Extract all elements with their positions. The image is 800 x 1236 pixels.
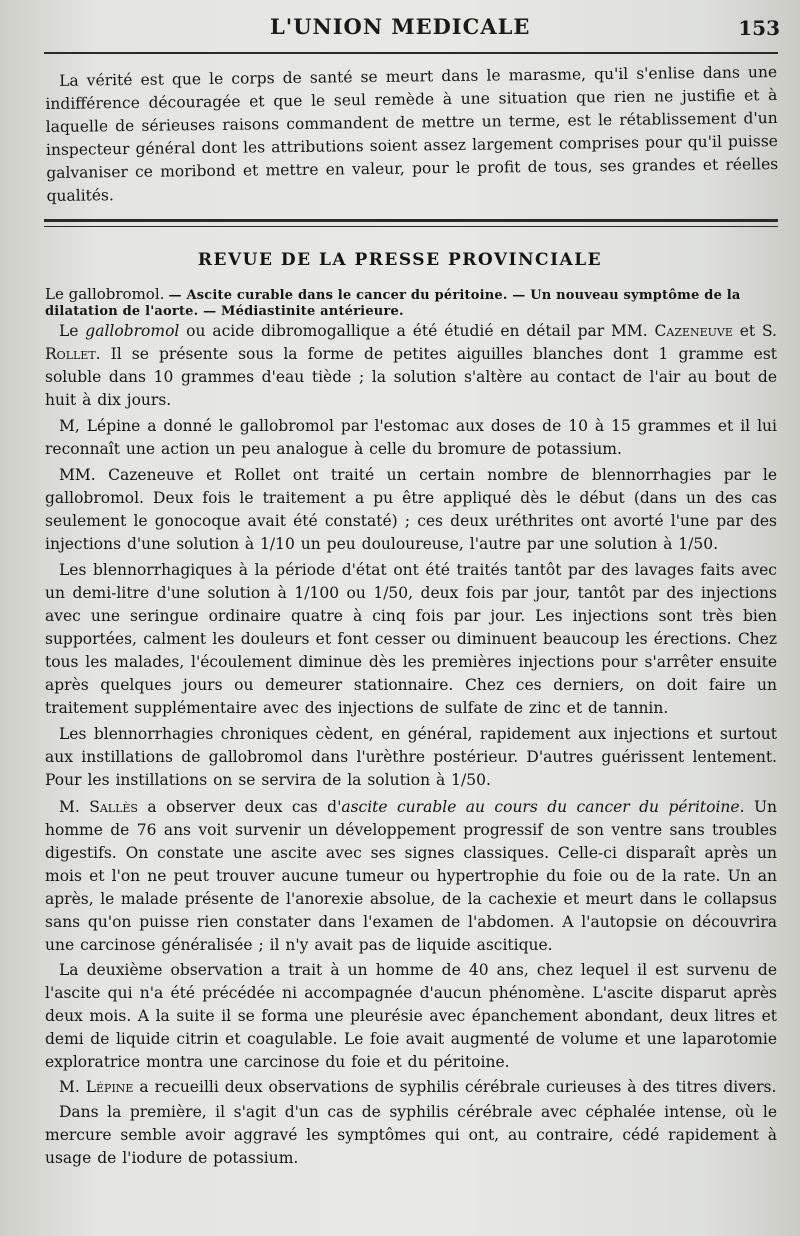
author-name: Lépine [85,1078,134,1096]
intro-paragraph-block [45,61,779,208]
subtitle-lead: Le gallobromol. [45,285,165,303]
author-name: Sallès [89,798,138,816]
emphasis-term: ascite curable au cours du cancer du péritoine [341,798,740,816]
paragraph-gallobromol-intro [45,320,777,412]
paragraph-lepine-syphilis [45,1076,777,1099]
author-name: S. Rollet [45,322,777,363]
text-run: . Il se présente sous la forme de petites aiguilles blanches dont 1 gramme est soluble dans 10 grammes d'eau tiède ; la solution s'altère au contact de l'air au bout de huit à dix jours. [45,345,777,409]
article-body-gallobromol [45,320,777,795]
intro-paragraph: La vérité est que le corps de santé se meurt dans le marasme, qu'il s'enlise dans une indifférence découragée et que le seul remède à une situation que rien ne justifie et à laquelle de sérieuses raisons commandent de mettre un terme, est le rétablissement d'un inspecteur général dont les attributions soient assez largement comprises pour qu'il puisse galvaniser ce moribond et mettre en valeur, pour le profit de tous, ses grandes et réelles qualités. [45,63,779,205]
text-run: ou acide dibromogallique a été étudié en détail par MM. [179,322,655,340]
section-subtitle [45,286,780,320]
header-rule [44,52,778,54]
paragraph-lepine-dose: M, Lépine a donné le gallobromol par l'estomac aux doses de 10 à 15 grammes et il lui reconnaît une action un peu analogue à celle du bromure de potassium. [45,417,777,458]
subtitle-topics: — Ascite curable dans le cancer du péritoine. — Un nouveau symptôme de la dilatation de l'aorte. — Médiastinite antérieure. [45,288,741,319]
text-run: M. [59,1078,86,1096]
text-run: et [732,322,762,340]
paragraph-blennorrhagies: MM. Cazeneuve et Rollet ont traité un certain nombre de blennorrhagies par le gallobromol. Deux fois le traitement a pu être appliqué dès le début (dans un des cas seulement le gonocoque avait été constaté) ; ces deux uréthrites ont avorté l'une par des injections d'une solution à 1/10 un peu douloureuse, l'autre par une solution à 1/50. [45,466,777,553]
text-run: . Un homme de 76 ans voit survenir un développement progressif de son ventre sans troubles digestifs. On constate une ascite avec ses signes classiques. Celle-ci disparaît après un mois et l'on ne peut trouver aucune tumeur ou hypertrophie du foie ou de la rate. Un an après, le malade présente de l'anorexie absolue, de la cachexie et meurt dans le collapsus sans qu'on puisse rien constater dans l'examen de l'abdomen. A l'autopsie on découvrira une carcinose généralisée ; il n'y avait pas de liquide ascitique. [45,798,777,954]
author-name: Cazeneuve [654,322,733,340]
paragraph-deuxieme-observation: La deuxième observation a trait à un homme de 40 ans, chez lequel il est survenu de l'ascite qui n'a été précédée ni accompagnée d'aucun phénomène. L'ascite disparut après deux mois. A la suite il se forma une pleurésie avec épanchement abondant, deux litres et demi de liquide citrin et coagulable. Le foie avait augmenté de volume et une laparotomie exploratrice montra une carcinose du foie et du péritoine. [45,961,777,1071]
section-rule-thin [44,226,778,227]
running-title: L'UNION MEDICALE [270,14,531,39]
section-title: REVUE DE LA PRESSE PROVINCIALE [197,250,603,270]
section-rule-thick [44,219,778,222]
paragraph-chroniques: Les blennorrhagies chroniques cèdent, en général, rapidement aux injections et surtout aux instillations de gallobromol dans l'urèthre postérieur. D'autres guérissent lentement. Pour les instillations on se servira de la solution à 1/50. [45,725,777,789]
paragraph-premiere-cas: Dans la première, il s'agit d'un cas de syphilis cérébrale avec céphalée intense, où le mercure semble avoir aggravé les symptômes qui ont, au contraire, cédé rapidement à usage de l'iodure de potassium. [45,1103,777,1167]
article-body-ascite [45,796,777,1172]
emphasis-term: gallobromol [85,322,180,340]
paragraph-periode-etat: Les blennorrhagiques à la période d'état ont été traités tantôt par des lavages faits avec un demi-litre d'une solution à 1/100 ou 1/50, deux fois par jour, tantôt par des injections avec une seringue ordinaire quatre à cinq fois par jour. Les injections sont très bien supportées, calment les douleurs et font cesser ou diminuent beaucoup les érections. Chez tous les malades, l'écoulement diminue dès les premières injections pour s'arrêter ensuite après quelques jours ou demeurer stationnaire. Chez ces derniers, on doit faire un traitement supplémentaire avec des injections de sulfate de zinc et de tannin. [45,561,777,717]
paragraph-salles [45,796,777,957]
text-run: Le [59,322,86,340]
page-number: 153 [738,16,780,40]
text-run: M. [59,798,90,816]
text-run: a recueilli deux observations de syphilis cérébrale curieuses à des titres divers. [133,1078,777,1096]
page-header [40,14,780,48]
text-run: a observer deux cas d' [137,798,342,816]
